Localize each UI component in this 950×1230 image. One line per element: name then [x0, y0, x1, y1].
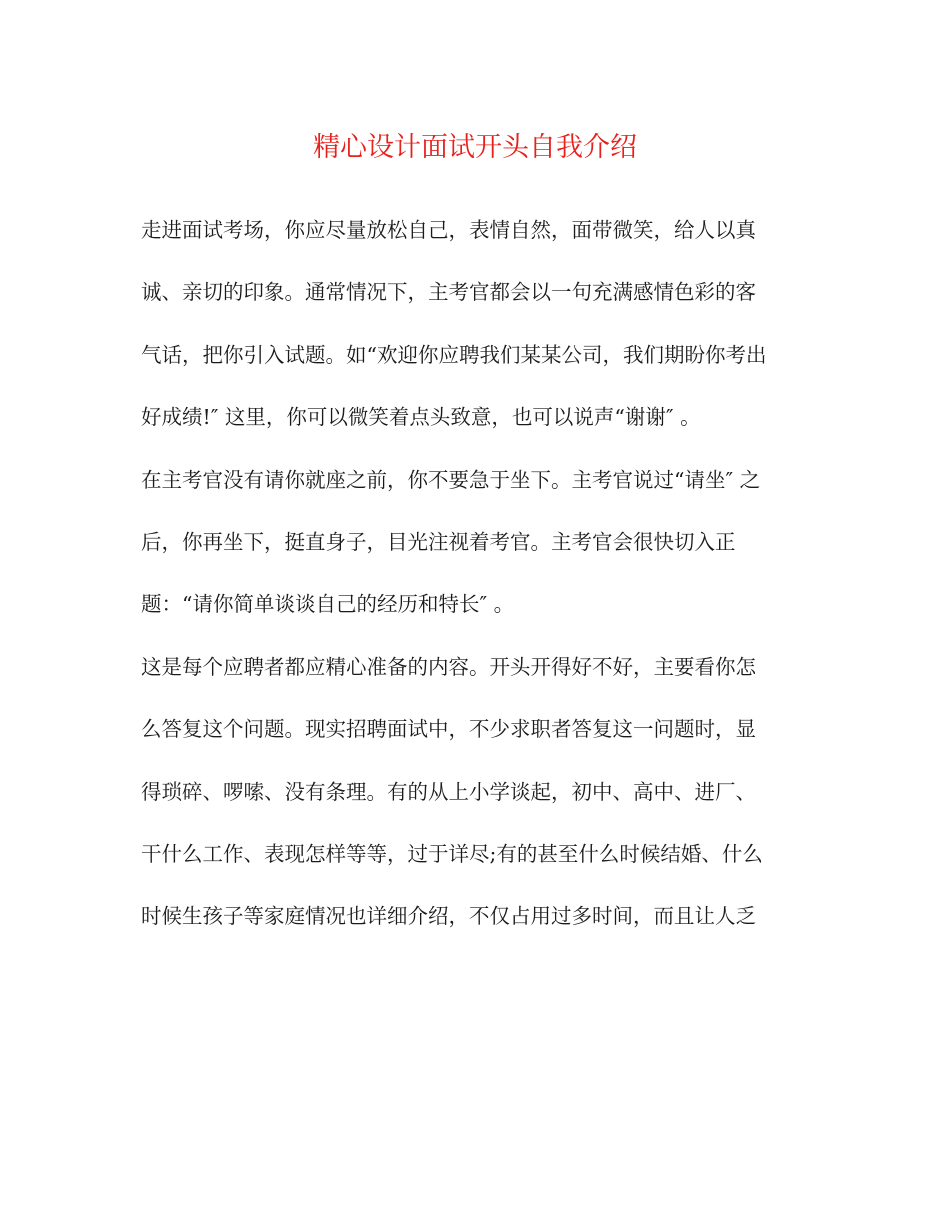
text-line: 在主考官没有请你就座之前，你不要急于坐下。主考官说过“请坐″ 之: [141, 467, 761, 492]
text-line: 题：“请你简单谈谈自己的经历和特长″ 。: [141, 592, 515, 617]
text-line: 后，你再坐下，挺直身子，目光注视着考官。主考官会很快切入正: [141, 529, 736, 554]
text-line: 走进面试考场，你应尽量放松自己，表情自然，面带微笑，给人以真: [141, 218, 756, 242]
text-line: 么答复这个问题。现实招聘面试中，不少求职者答复这一问题时，显: [141, 717, 756, 742]
text-line: 好成绩!″ 这里，你可以微笑着点头致意，也可以说声“谢谢″ 。: [141, 405, 701, 430]
text-line: 得琐碎、啰嗦、没有条理。有的从上小学谈起，初中、高中、进厂、: [141, 779, 756, 804]
text-line: 干什么工作、表现怎样等等，过于详尽;有的甚至什么时候结婚、什么: [141, 841, 763, 866]
text-line: 诚、亲切的印象。通常情况下，主考官都会以一句充满感情色彩的客: [141, 280, 756, 305]
body-text: [141, 210, 811, 959]
text-line: 时候生孩子等家庭情况也详细介绍，不仅占用过多时间，而且让人乏: [141, 904, 756, 929]
text-line: 这是每个应聘者都应精心准备的内容。开头开得好不好，主要看你怎: [141, 654, 756, 679]
page-title: 精心设计面试开头自我介绍: [313, 132, 637, 163]
text-line: 气话，把你引入试题。如“欢迎你应聘我们某某公司，我们期盼你考出: [141, 342, 767, 367]
